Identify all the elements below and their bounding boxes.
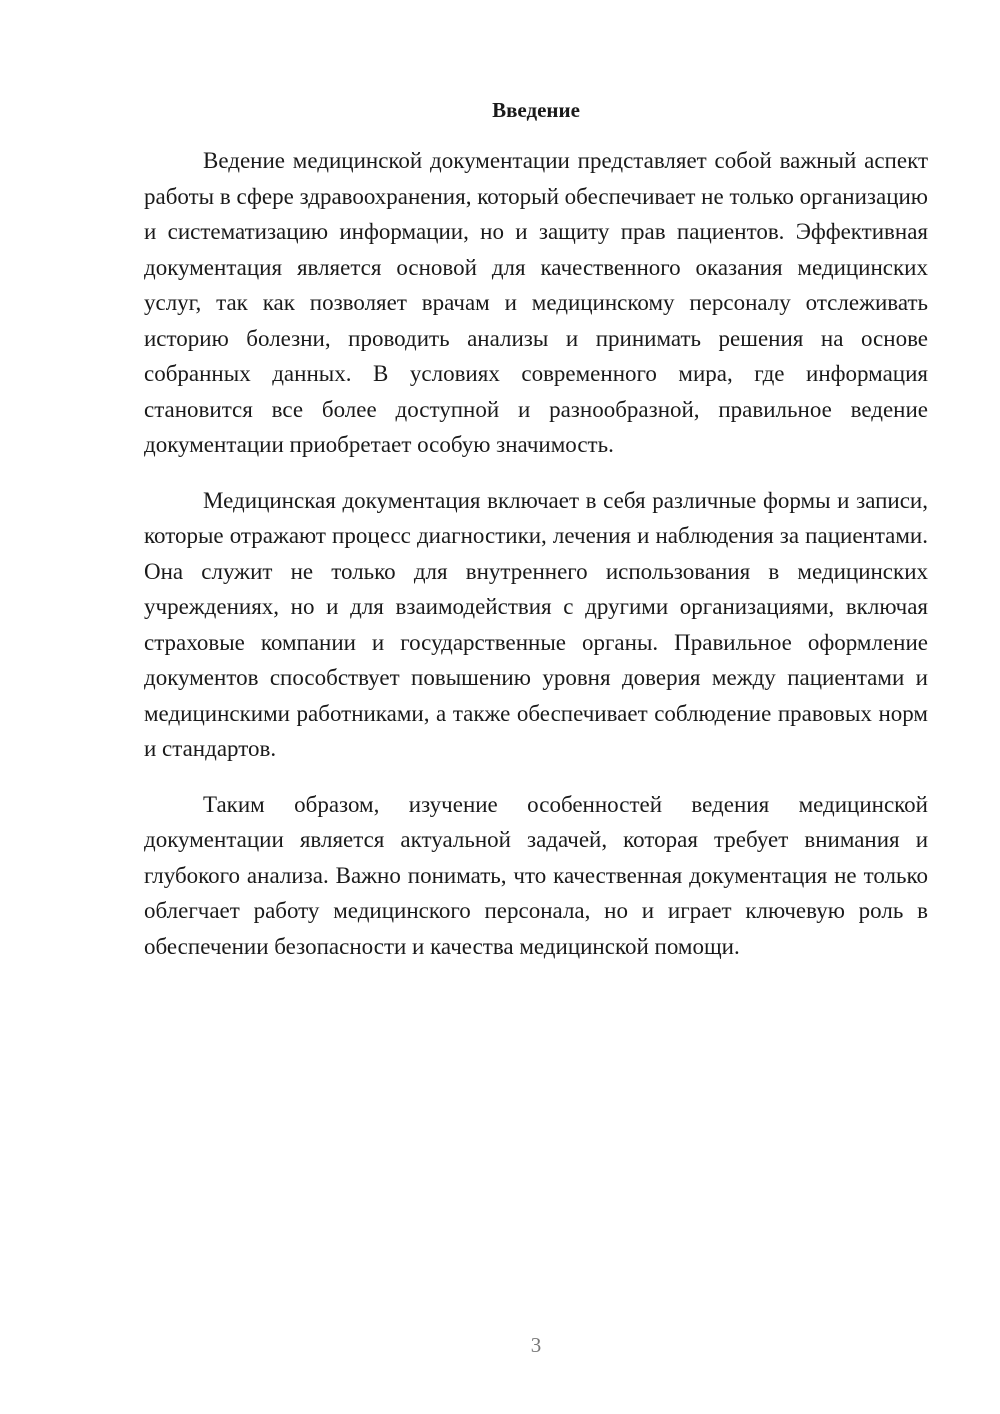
paragraph-2: Медицинская документация включает в себя различные формы и записи, которые отражают процесс диагностики, лечения и наблюдения за пациентами. Она служит не только для внутреннего использования в медицинских учреждениях, но и для взаимодействия с другими организациями, включая страховые компании и государственные органы. Правильное оформление документов способствует повышению уровня доверия между пациентами и медицинскими работниками, а также обеспечивает соблюдение правовых норм и стандартов. (144, 487, 928, 761)
paragraph-3: Таким образом, изучение особенностей ведения медицинской документации является актуальной задачей, которая требует внимания и глубокого анализа. Важно понимать, что качественная документация не только облегчает работу медицинского персонала, но и играет ключевую роль в обеспечении безопасности и качества медицинской помощи. (144, 791, 928, 959)
document-body (144, 95, 928, 984)
paragraph-1: Ведение медицинской документации представляет собой важный аспект работы в сфере здравоохранения, который обеспечивает не только организацию и систематизацию информации, но и защиту прав пациентов. Эффективная документация является основой для качественного оказания медицинских услуг, так как позволяет врачам и медицинскому персоналу отслеживать историю болезни, проводить анализы и принимать решения на основе собранных данных. В условиях современного мира, где информация становится все более доступной и разнообразной, правильное ведение документации приобретает особую значимость. (144, 148, 928, 457)
page-number: 3 (530, 1333, 542, 1357)
section-title: Введение (492, 98, 580, 122)
